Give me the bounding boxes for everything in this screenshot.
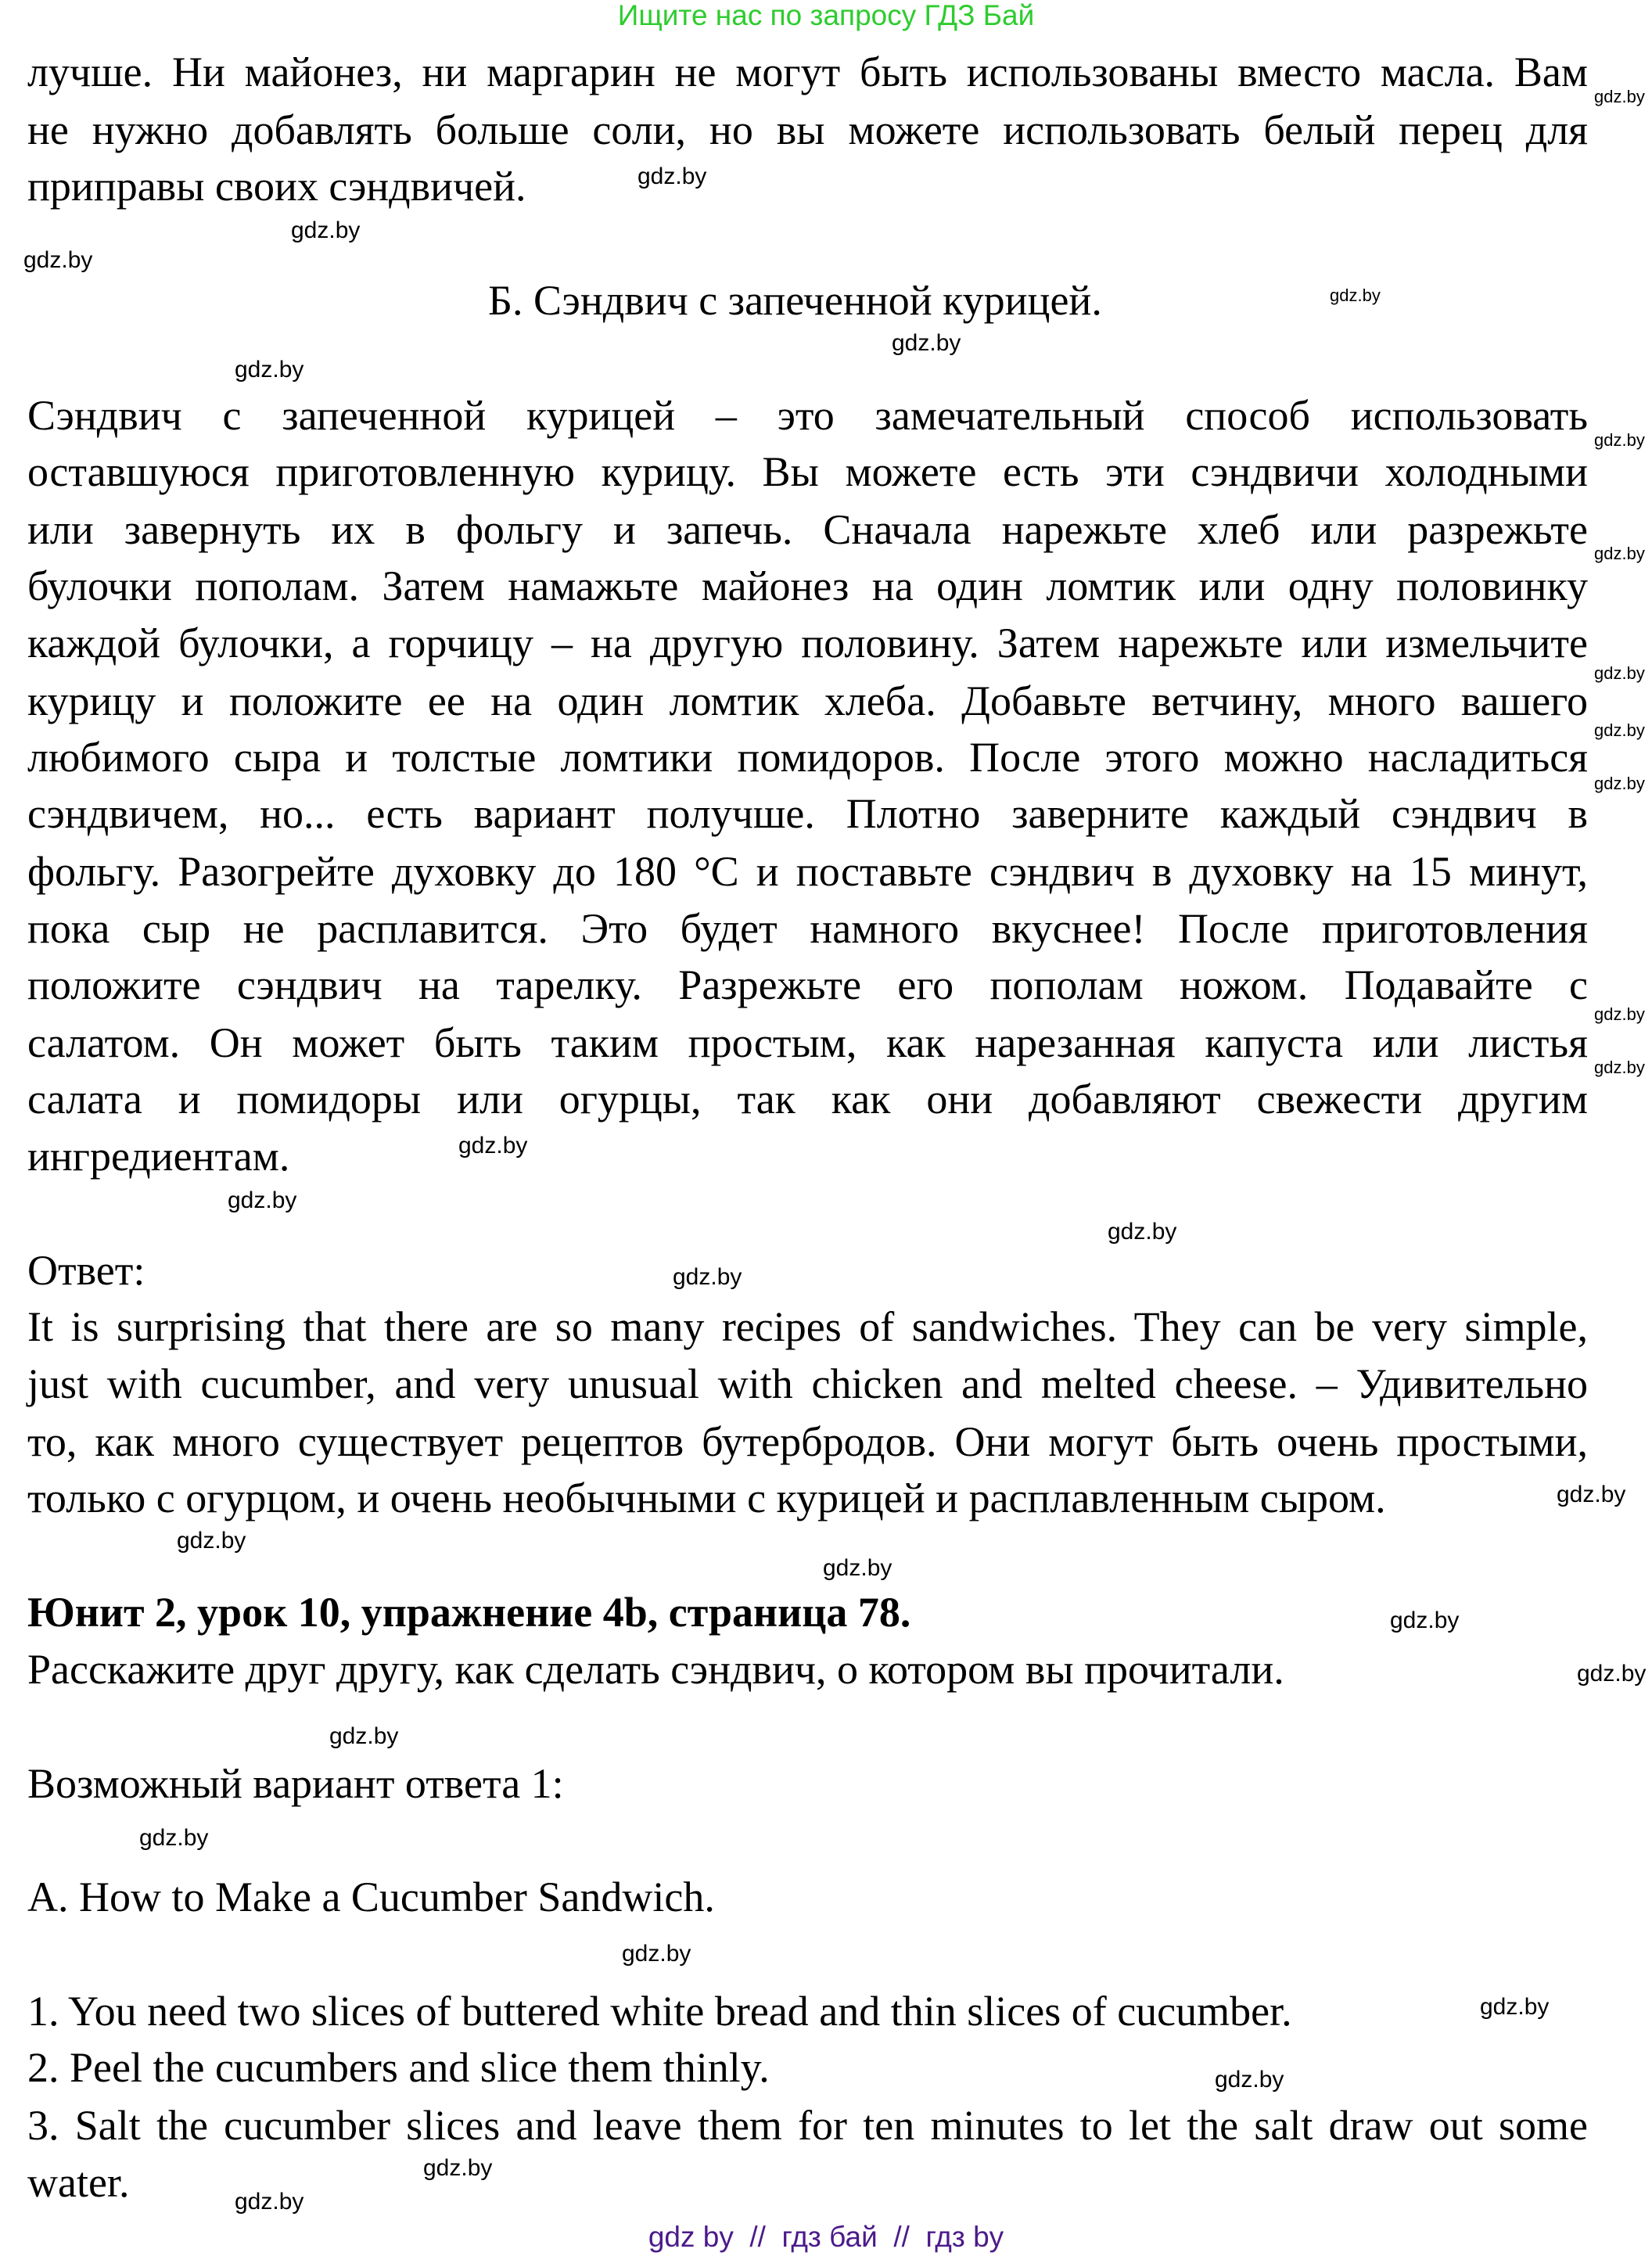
watermark: gdz.by bbox=[458, 1133, 528, 1159]
watermark: gdz.by bbox=[622, 1941, 691, 1967]
text-line: то, как много существует рецептов бутербродов. Они могут быть очень простыми, bbox=[27, 1418, 1588, 1465]
watermark: gdz.by bbox=[1594, 720, 1645, 740]
watermark: gdz.by bbox=[1330, 286, 1381, 305]
search-banner[interactable]: Ищите нас по запросу ГДЗ Бай bbox=[617, 0, 1035, 31]
text-line: булочки пополам. Затем намажьте майонез на один ломтик или одну половинку bbox=[27, 562, 1588, 609]
watermark: gdz.by bbox=[235, 357, 304, 383]
text-line: It is surprising that there are so many recipes of sandwiches. They can be very simple, bbox=[27, 1303, 1588, 1350]
watermark: gdz.by bbox=[892, 330, 961, 356]
text-line: курицу и положите ее на один ломтик хлеба. Добавьте ветчину, много вашего bbox=[27, 677, 1588, 724]
watermark: gdz.by bbox=[673, 1264, 742, 1290]
text-line: салатом. Он может быть таким простым, как нарезанная капуста или листья bbox=[27, 1019, 1588, 1066]
text-line: just with cucumber, and very unusual with chicken and melted cheese. – Удивительно bbox=[27, 1360, 1588, 1407]
text-line: положите сэндвич на тарелку. Разрежьте его пополам ножом. Подавайте с bbox=[27, 961, 1588, 1008]
text-line: оставшуюся приготовленную курицу. Вы можете есть эти сэндвичи холодными bbox=[27, 448, 1588, 495]
watermark: gdz.by bbox=[1594, 1004, 1645, 1024]
watermark: gdz.by bbox=[23, 247, 93, 273]
watermark: gdz.by bbox=[1594, 430, 1645, 450]
text-line: лучше. Ни майонез, ни маргарин не могут быть использованы вместо масла. Вам bbox=[27, 48, 1588, 95]
watermark: gdz.by bbox=[1594, 87, 1645, 106]
text-line: салата и помидоры или огурцы, так как они добавляют свежести другим bbox=[27, 1076, 1588, 1123]
watermark: gdz.by bbox=[823, 1555, 892, 1581]
step-item: 2. Peel the cucumbers and slice them thinly. bbox=[27, 2044, 770, 2091]
text-line: пока сыр не расплавится. Это будет намного вкуснее! После приготовления bbox=[27, 905, 1588, 952]
watermark: gdz.by bbox=[235, 2189, 304, 2215]
watermark: gdz.by bbox=[1594, 774, 1645, 793]
watermark: gdz.by bbox=[1577, 1661, 1647, 1687]
watermark: gdz.by bbox=[1390, 1608, 1460, 1633]
text-line: каждой булочки, а горчицу – на другую половину. Затем нарежьте или измельчите bbox=[27, 620, 1588, 666]
text-line: только с огурцом, и очень необычными с курицей и расплавленным сыром. bbox=[27, 1475, 1386, 1521]
exercise-heading: Юнит 2, урок 10, упражнение 4b, страница 78. bbox=[27, 1589, 911, 1636]
footer-links[interactable]: gdz by // гдз бай // гдз by bbox=[648, 2221, 1004, 2253]
watermark: gdz.by bbox=[1215, 2067, 1284, 2093]
text-line: приправы своих сэндвичей. bbox=[27, 163, 526, 210]
watermark: gdz.by bbox=[1108, 1219, 1177, 1245]
watermark: gdz.by bbox=[1594, 544, 1645, 563]
watermark: gdz.by bbox=[228, 1187, 297, 1213]
answer-label: Ответ: bbox=[27, 1247, 145, 1294]
watermark: gdz.by bbox=[1557, 1482, 1626, 1507]
watermark: gdz.by bbox=[423, 2155, 493, 2181]
text-line: или завернуть их в фольгу и запечь. Сначала нарежьте хлеб или разрежьте bbox=[27, 506, 1588, 553]
watermark: gdz.by bbox=[177, 1528, 246, 1554]
variant-label: Возможный вариант ответа 1: bbox=[27, 1760, 564, 1807]
section-b-title: Б. Сэндвич с запеченной курицей. bbox=[488, 277, 1102, 324]
watermark: gdz.by bbox=[1594, 663, 1645, 683]
text-line: фольгу. Разогрейте духовку до 180 °C и поставьте сэндвич в духовку на 15 минут, bbox=[27, 848, 1588, 895]
watermark: gdz.by bbox=[291, 217, 361, 243]
text-line: не нужно добавлять больше соли, но вы можете использовать белый перец для bbox=[27, 106, 1588, 153]
exercise-task: Расскажите друг другу, как сделать сэндвич, о котором вы прочитали. bbox=[27, 1646, 1284, 1693]
step-item: water. bbox=[27, 2159, 130, 2206]
text-line: ингредиентам. bbox=[27, 1133, 290, 1180]
watermark: gdz.by bbox=[329, 1723, 399, 1749]
text-line: любимого сыра и толстые ломтики помидоров. После этого можно насладиться bbox=[27, 734, 1588, 781]
text-line: сэндвичем, но... есть вариант получше. Плотно заверните каждый сэндвич в bbox=[27, 790, 1588, 837]
watermark: gdz.by bbox=[1480, 1994, 1550, 2020]
recipe-subtitle: A. How to Make a Cucumber Sandwich. bbox=[27, 1873, 715, 1920]
watermark: gdz.by bbox=[1594, 1058, 1645, 1077]
step-item: 1. You need two slices of buttered white bread and thin slices of cucumber. bbox=[27, 1988, 1292, 2035]
step-item: 3. Salt the cucumber slices and leave them for ten minutes to let the salt draw out some bbox=[27, 2102, 1588, 2149]
text-line: Сэндвич с запеченной курицей – это замечательный способ использовать bbox=[27, 392, 1588, 439]
watermark: gdz.by bbox=[637, 163, 707, 189]
watermark: gdz.by bbox=[139, 1825, 209, 1851]
